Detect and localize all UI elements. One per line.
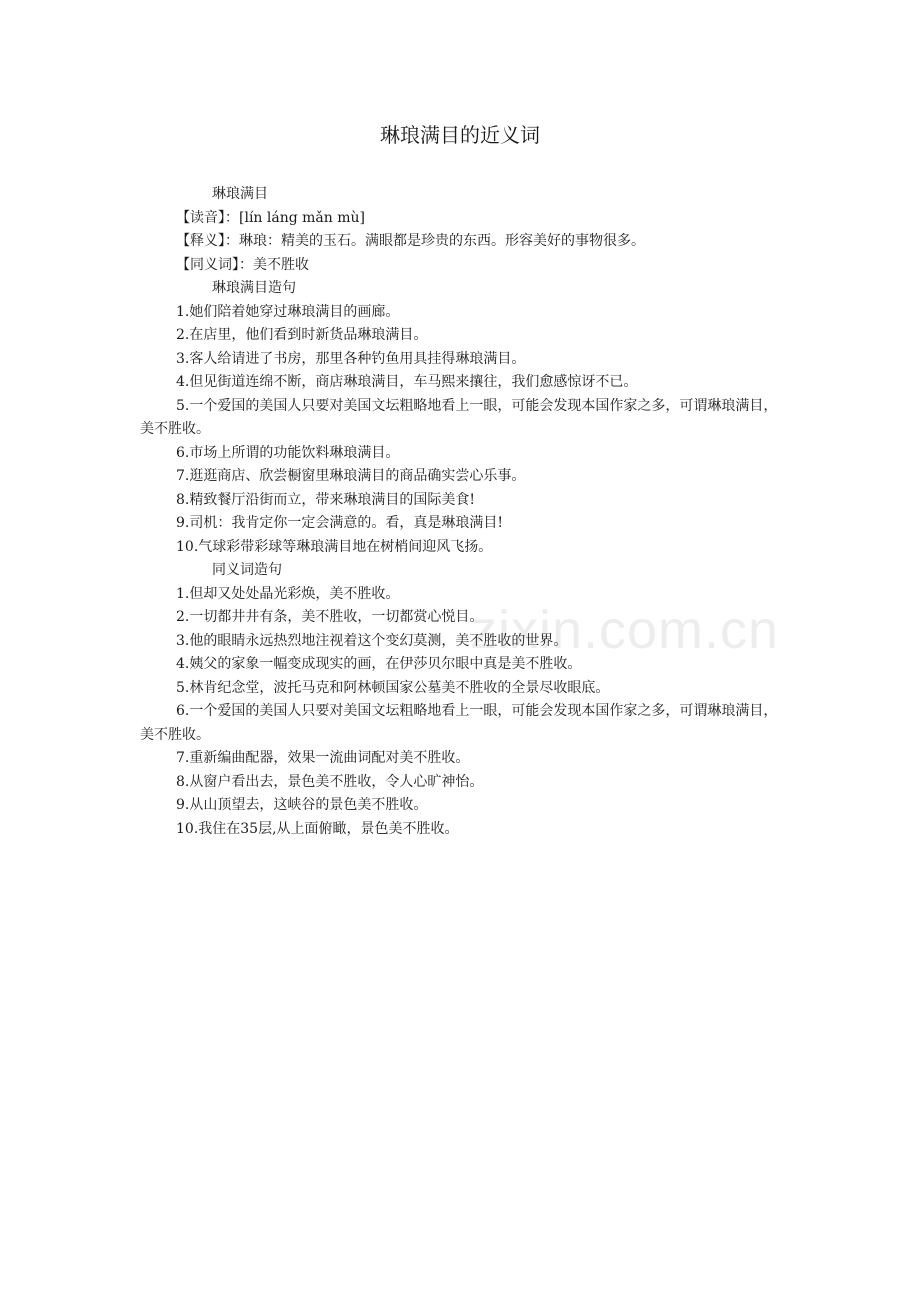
list-item: 2.一切都井井有条，美不胜收，一切都赏心悦目。 (176, 609, 484, 625)
section2-heading: 同义词造句 (212, 562, 282, 578)
definition-label: 【释义】： (176, 233, 239, 249)
list-item: 4.但见街道连绵不断，商店琳琅满目，车马熙来攘往，我们愈感惊讶不已。 (176, 374, 638, 390)
list-item: 7.重新编曲配器，效果一流曲词配对美不胜收。 (176, 750, 470, 766)
list-item: 8.精致餐厅沿街而立，带来琳琅满目的国际美食! (176, 491, 475, 508)
document-title: 琳琅满目的近义词 (380, 123, 540, 147)
list-item: 10.气球彩带彩球等琳琅满目地在树梢间迎风飞扬。 (176, 538, 493, 555)
definition-line (140, 230, 780, 254)
list-item: 7.逛逛商店、欣尝橱窗里琳琅满目的商品确实尝心乐事。 (176, 468, 526, 484)
list-item: 9.司机：我肯定你一定会满意的。看，真是琳琅满目! (176, 515, 503, 531)
watermark: zixin.com.cn (470, 600, 780, 660)
pronunciation-value: [lín láng mǎn mù] (239, 209, 365, 226)
definition-value: 琳琅：精美的玉石。满眼都是珍贵的东西。形容美好的事物很多。 (239, 233, 645, 249)
list-item: 5.林肯纪念堂，波托马克和阿林顿国家公墓美不胜收的全景尽收眼底。 (176, 679, 610, 696)
list-item: 10.我住在35层,从上面俯瞰，景色美不胜收。 (176, 820, 459, 837)
list-item: 6.市场上所谓的功能饮料琳琅满目。 (176, 444, 400, 461)
list-item: 1.但却又处处晶光彩焕，美不胜收。 (176, 585, 400, 602)
list-item: 5.一个爱国的美国人只要对美国文坛粗略地看上一眼，可能会发现本国作家之多，可谓琳琅满目，美不胜收。 (140, 397, 778, 437)
list-item: 3.他的眼睛永远热烈地注视着这个变幻莫测，美不胜收的世界。 (176, 632, 568, 649)
list-item: 8.从窗户看出去，景色美不胜收，令人心旷神怡。 (176, 773, 484, 790)
list-item: 4.姨父的家象一幅变成现实的画，在伊莎贝尔眼中真是美不胜收。 (176, 656, 582, 672)
pronunciation-line (140, 207, 780, 231)
synonym-label: 【同义词】： (176, 256, 253, 273)
document-body (140, 183, 780, 841)
section1-heading: 琳琅满目造句 (212, 280, 296, 296)
list-item: 3.客人给请进了书房，那里各种钓鱼用具挂得琳琅满目。 (176, 350, 526, 367)
list-item: 9.从山顶望去，这峡谷的景色美不胜收。 (176, 797, 428, 813)
list-item: 6.一个爱国的美国人只要对美国文坛粗略地看上一眼，可能会发现本国作家之多，可谓琳琅满目，美不胜收。 (140, 703, 778, 743)
pronunciation-label: 【读音】： (176, 209, 239, 226)
synonym-line (140, 254, 780, 278)
entry-word: 琳琅满目 (212, 186, 268, 202)
synonym-value: 美不胜收 (253, 256, 309, 273)
list-item: 2.在店里，他们看到时新货品琳琅满目。 (176, 327, 428, 343)
list-item: 1.她们陪着她穿过琳琅满目的画廊。 (176, 303, 400, 320)
